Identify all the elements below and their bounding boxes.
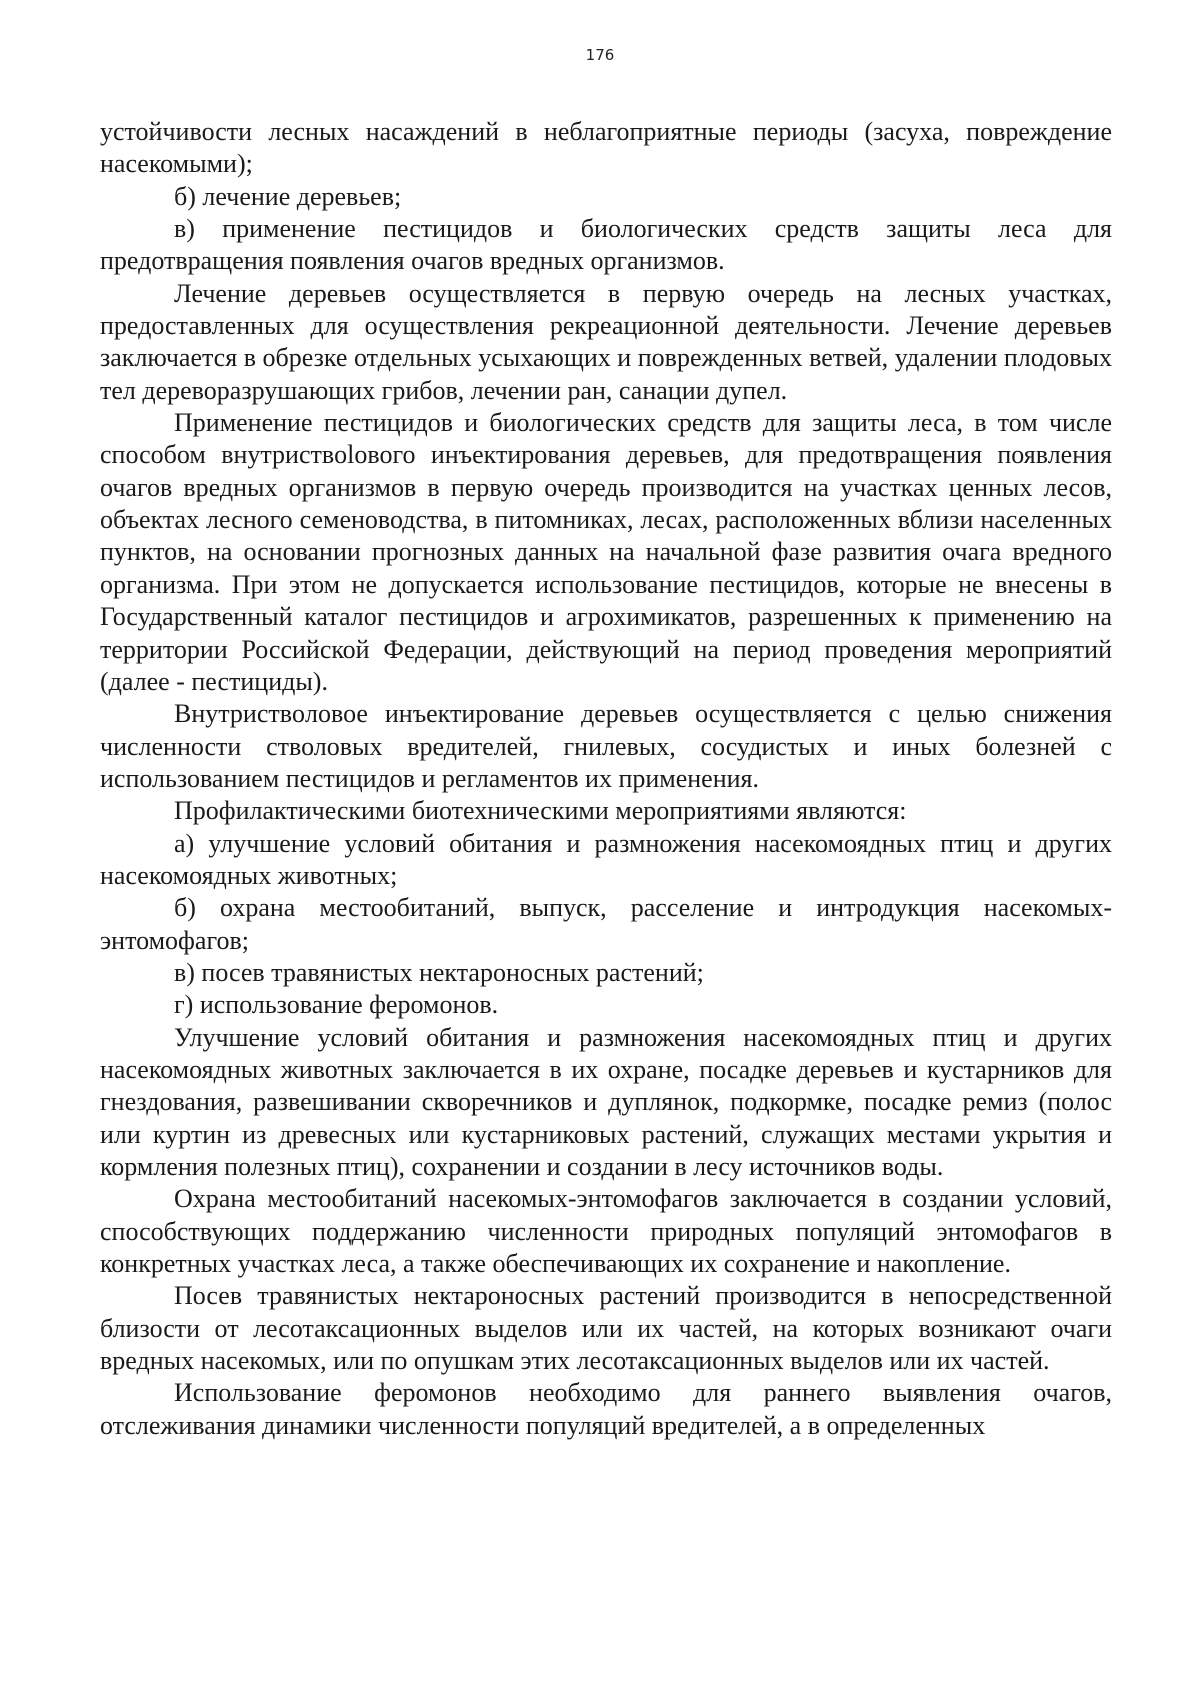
paragraph-5: Применение пестицидов и биологических средств для защиты леса, в том числе способом внутриствolового инъектирования деревьев, для предотвращения появления очагов вредных организмов в первую очередь производится на участках ценных лесов, объектах лесного семеноводства, в питомниках, лесах, расположенных вблизи населенных пунктов, на основании прогнозных данных на начальной фазе развития очага вредного организма. При этом не допускается использование пестицидов, которые не внесены в Государственный каталог пестицидов и агрохимикатов, разрешенных к применению на территории Российской Федерации, действующий на период проведения мероприятий (далее - пестициды). [100,408,1112,696]
page-number: 176 [585,46,615,64]
paragraph-12: Улучшение условий обитания и размножения насекомоядных птиц и других насекомоядных животных заключается в их охране, посадке деревьев и кустарников для гнездования, развешивании скворечников и дуплянок, подкормке, посадке ремиз (полос или куртин из древесных или кустарниковых растений, служащих местами укрытия и кормления полезных птиц), сохранении и создании в лесу источников воды. [100,1022,1112,1181]
paragraph-4: Лечение деревьев осуществляется в первую очередь на лесных участках, предоставленных для осуществления рекреационной деятельности. Лечение деревьев заключается в обрезке отдельных усыхающих и поврежденных ветвей, удалении плодовых тел дереворазрушающих грибов, лечении ран, санации дупел. [100,278,1112,405]
paragraph-11: г) использование феромонов. [174,990,499,1020]
paragraph-3: в) применение пестицидов и биологических средств защиты леса для предотвращения появления очагов вредных организмов. [100,214,1112,276]
paragraph-2: б) лечение деревьев; [174,181,402,211]
paragraph-8: а) улучшение условий обитания и размножения насекомоядных птиц и других насекомоядных животных; [100,828,1112,890]
document-text-body [100,116,1112,1442]
paragraph-1: устойчивости лесных насаждений в неблагоприятные периоды (засуха, повреждение насекомыми); [100,117,1112,179]
paragraph-13: Охрана местообитаний насекомых-энтомофагов заключается в создании условий, способствующих поддержанию численности природных популяций энтомофагов в конкретных участках леса, а также обеспечивающих их сохранение и накопление. [100,1184,1112,1279]
paragraph-7: Профилактическими биотехническими мероприятиями являются: [174,796,907,826]
paragraph-15: Использование феромонов необходимо для раннего выявления очагов, отслеживания динамики численности популяций вредителей, а в определенных [100,1378,1112,1440]
paragraph-10: в) посев травянистых нектароносных растений; [174,957,704,987]
paragraph-14: Посев травянистых нектароносных растений производится в непосредственной близости от лесотаксационных выделов или их частей, на которых возникают очаги вредных насекомых, или по опушкам этих лесотаксационных выделов или их частей. [100,1281,1112,1376]
paragraph-6: Внутриствoловое инъектирование деревьев осуществляется с целью снижения численности стволовых вредителей, гнилевых, сосудистых и иных болезней с использованием пестицидов и регламентов их применения. [100,699,1112,793]
paragraph-9: б) охрана местообитаний, выпуск, расселение и интродукция насекомых-энтомофагов; [100,893,1112,955]
